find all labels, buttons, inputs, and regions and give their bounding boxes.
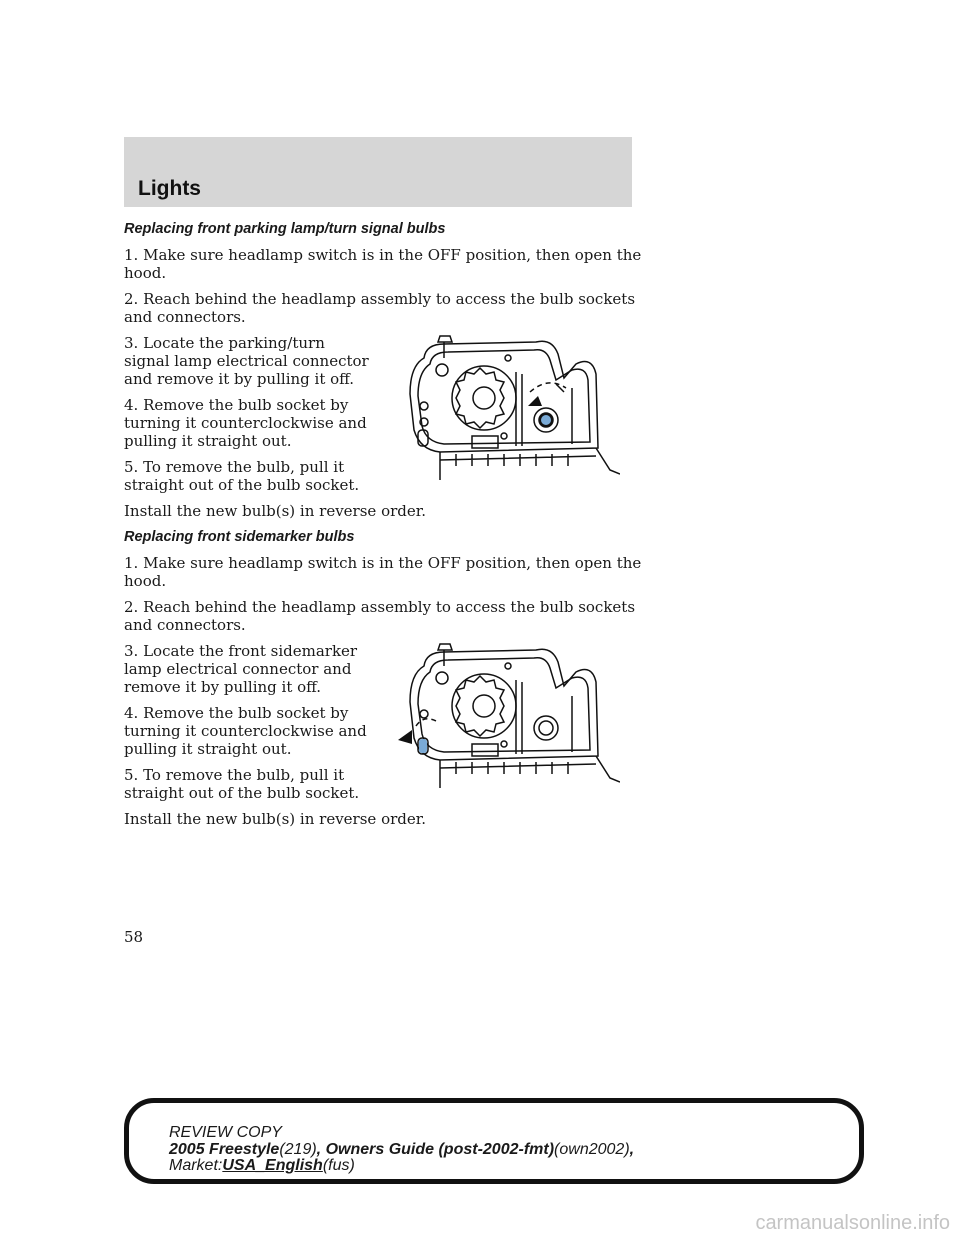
sidemarker-steps	[124, 642, 372, 810]
parking-step-3: 3. Locate the parking/turn signal lamp electrical connector and remove it by pulling it off.	[124, 334, 369, 388]
footer-market-line: Market:USA_English(fus)	[169, 1157, 355, 1174]
sidemarker-closing: Install the new bulb(s) in reverse order.	[124, 810, 427, 828]
sidemarker-heading: Replacing front sidemarker bulbs	[124, 529, 355, 545]
parking-step-2: 2. Reach behind the headlamp assembly to access the bulb sockets and connectors.	[124, 290, 636, 326]
page-content	[124, 220, 644, 836]
parking-step-5: 5. To remove the bulb, pull it straight out of the bulb socket.	[124, 458, 360, 494]
parking-steps	[124, 334, 372, 502]
page-number: 58	[124, 928, 144, 946]
section-title-lights: Lights	[138, 177, 201, 200]
watermark: carmanualsonline.info	[755, 1212, 950, 1234]
sidemarker-lamp-diagram	[396, 642, 620, 792]
sidemarker-step-5: 5. To remove the bulb, pull it straight out of the bulb socket.	[124, 766, 360, 802]
sidemarker-steps-with-figure	[124, 642, 644, 810]
parking-lamp-diagram	[396, 334, 620, 484]
sidemarker-step-4: 4. Remove the bulb socket by turning it counterclockwise and pulling it straight out.	[124, 704, 367, 758]
section-header-bar	[124, 137, 632, 207]
sidemarker-step-1: 1. Make sure headlamp switch is in the OFF position, then open the hood.	[124, 554, 642, 590]
parking-closing: Install the new bulb(s) in reverse order.	[124, 502, 427, 520]
footer-review-copy: REVIEW COPY	[169, 1124, 282, 1141]
sidemarker-step-3: 3. Locate the front sidemarker lamp electrical connector and remove it by pulling it off.	[124, 642, 358, 696]
sidemarker-step-2: 2. Reach behind the headlamp assembly to access the bulb sockets and connectors.	[124, 598, 636, 634]
parking-lamp-heading: Replacing front parking lamp/turn signal bulbs	[124, 221, 446, 237]
review-copy-footer	[124, 1098, 864, 1184]
footer-document-line: 2005 Freestyle(219), Owners Guide (post-2002-fmt)(own2002),	[169, 1141, 635, 1158]
parking-step-4: 4. Remove the bulb socket by turning it counterclockwise and pulling it straight out.	[124, 396, 367, 450]
parking-step-1: 1. Make sure headlamp switch is in the OFF position, then open the hood.	[124, 246, 642, 282]
parking-steps-with-figure	[124, 334, 644, 502]
